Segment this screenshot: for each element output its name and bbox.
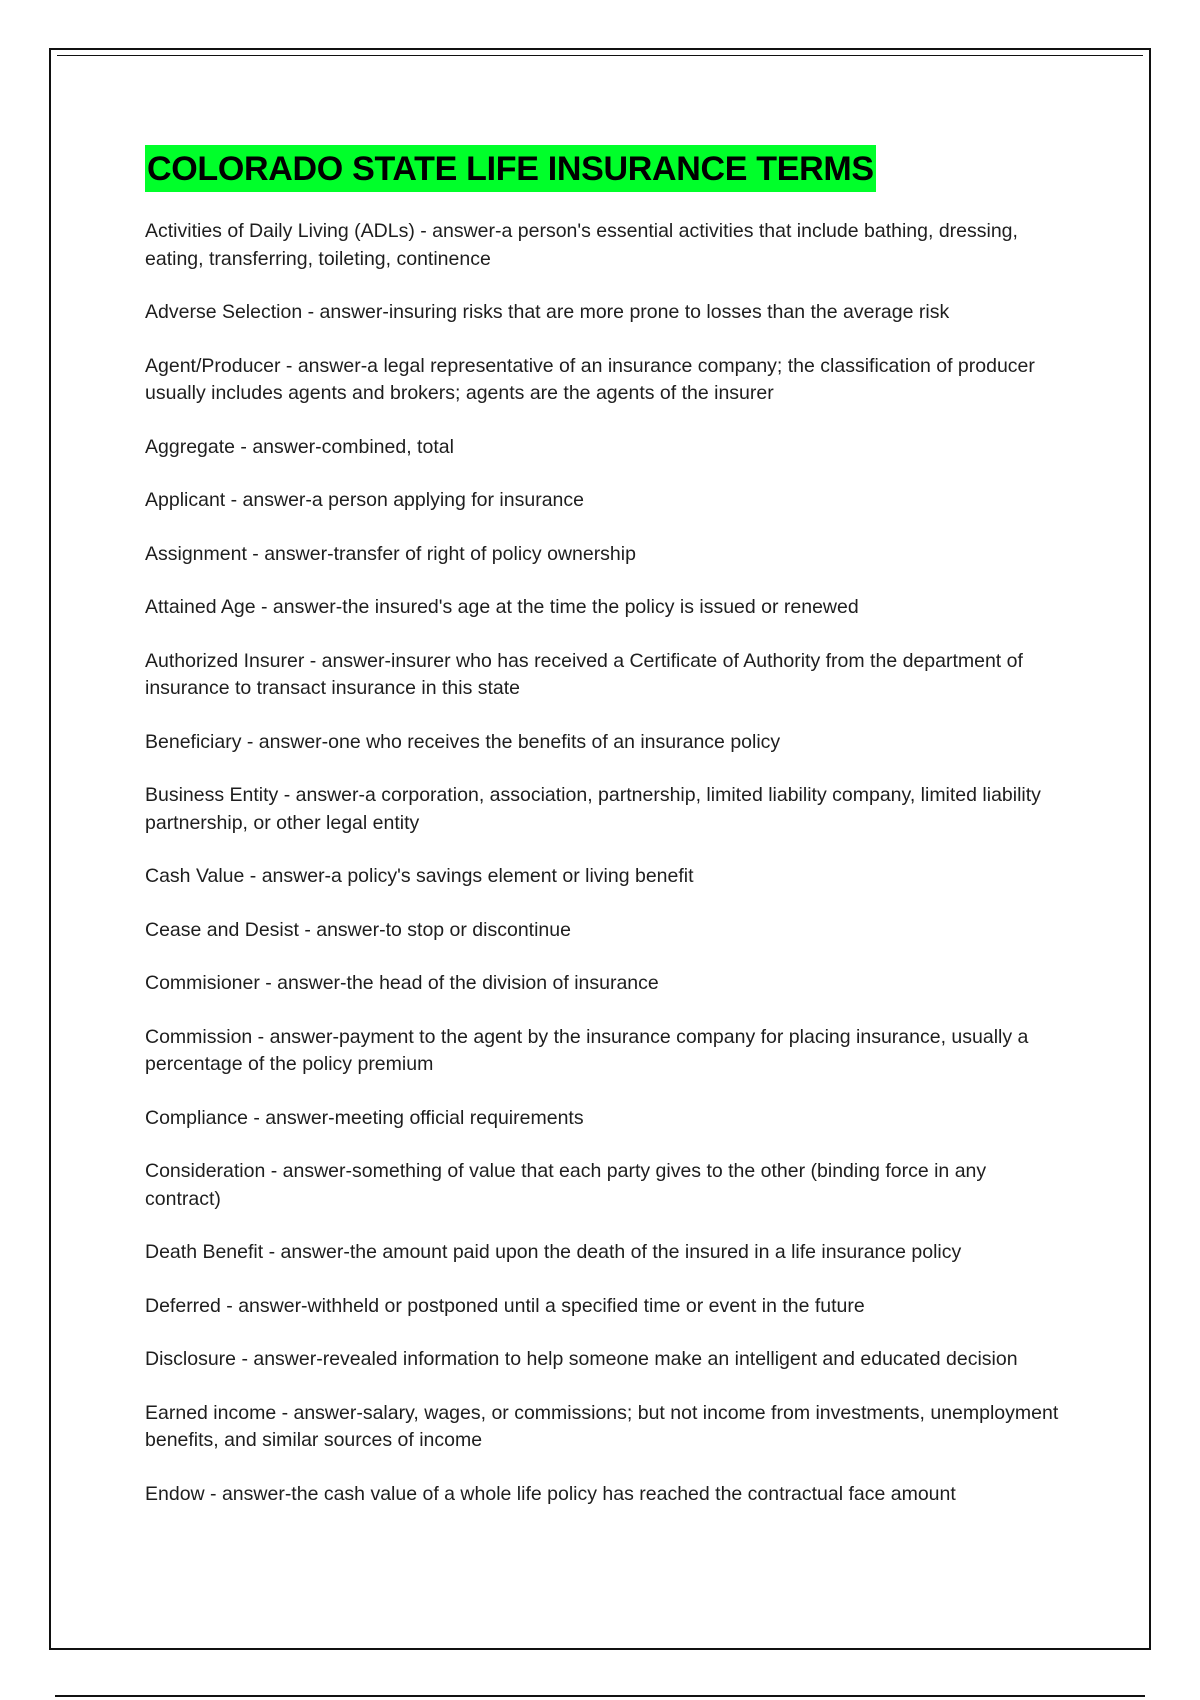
term-earned-income: Earned income - answer-salary, wages, or commissions; but not income from investments, unemployment benefits, and similar sources of income: [145, 1401, 1059, 1451]
page-title: COLORADO STATE LIFE INSURANCE TERMS: [145, 145, 876, 192]
term-agent-producer: Agent/Producer - answer-a legal representative of an insurance company; the classification of producer usually includes agents and brokers; agents are the agents of the insurer: [145, 354, 1035, 404]
term-beneficiary: Beneficiary - answer-one who receives the benefits of an insurance policy: [145, 730, 781, 753]
term-endow: Endow - answer-the cash value of a whole life policy has reached the contractual face amount: [145, 1482, 956, 1505]
term-commisioner: Commisioner - answer-the head of the division of insurance: [145, 972, 659, 994]
top-rule: [57, 55, 1143, 56]
term-aggregate: Aggregate - answer-combined, total: [145, 435, 454, 458]
term-assignment: Assignment - answer-transfer of right of policy ownership: [145, 542, 636, 565]
term-attained-age: Attained Age - answer-the insured's age at the time the policy is issued or renewed: [145, 596, 859, 618]
term-authorized-insurer: Authorized Insurer - answer-insurer who has received a Certificate of Authority from the department of insurance to transact insurance in this state: [145, 649, 1023, 699]
term-commission: Commission - answer-payment to the agent by the insurance company for placing insurance, usually a percentage of the policy premium: [145, 1025, 1029, 1075]
term-adverse-selection: Adverse Selection - answer-insuring risks that are more prone to losses than the average risk: [145, 301, 950, 323]
term-deferred: Deferred - answer-withheld or postponed until a specified time or event in the future: [145, 1294, 865, 1317]
term-list: [145, 218, 1065, 1508]
term-death-benefit: Death Benefit - answer-the amount paid upon the death of the insured in a life insurance policy: [145, 1241, 962, 1263]
document-body: [145, 145, 1065, 1534]
term-disclosure: Disclosure - answer-revealed information to help someone make an intelligent and educated decision: [145, 1348, 1018, 1370]
bottom-rule: [55, 1695, 1145, 1697]
term-cease-and-desist: Cease and Desist - answer-to stop or discontinue: [145, 918, 571, 941]
term-business-entity: Business Entity - answer-a corporation, association, partnership, limited liability company, limited liability partnership, or other legal entity: [145, 784, 1041, 834]
term-applicant: Applicant - answer-a person applying for insurance: [145, 489, 584, 511]
term-activities-of-daily-living: Activities of Daily Living (ADLs) - answer-a person's essential activities that include bathing, dressing, eating, transferring, toileting, continence: [145, 220, 1018, 270]
term-consideration: Consideration - answer-something of value that each party gives to the other (binding force in any contract): [145, 1160, 987, 1210]
term-compliance: Compliance - answer-meeting official requirements: [145, 1106, 584, 1129]
term-cash-value: Cash Value - answer-a policy's savings element or living benefit: [145, 865, 694, 887]
